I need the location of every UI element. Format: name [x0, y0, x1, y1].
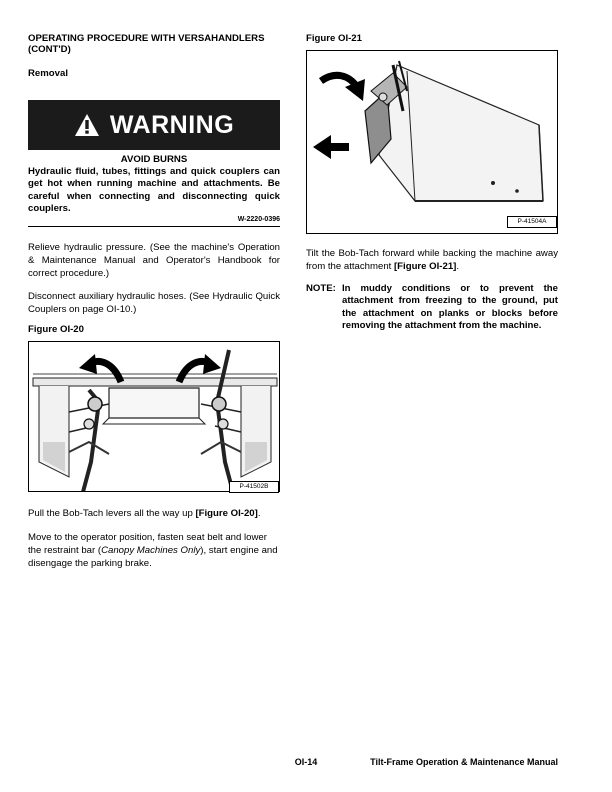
warning-triangle-icon — [74, 113, 100, 137]
page-number: OI-14 — [294, 757, 318, 767]
figure-oi-21-illustration — [306, 50, 558, 234]
paragraph-relieve-pressure: Relieve hydraulic pressure. (See the machine's Operation & Maintenance Manual and Operator's Handbook for correct procedure.) — [28, 242, 280, 279]
manual-title: Tilt-Frame Operation & Maintenance Manual — [370, 757, 558, 767]
paragraph-text: ), start engine and disengage the parking brake. — [28, 545, 278, 569]
figure-caption: Figure OI-21 — [306, 33, 362, 44]
paragraph-text: Tilt the Bob-Tach forward while backing the machine away from the attachment — [306, 248, 558, 272]
warning-body: Hydraulic fluid, tubes, fittings and quick couplers can get hot when running machine and attachments. Be careful when connecting and disconnecting quick couplers. — [28, 166, 280, 215]
paragraph-operator-position — [28, 531, 280, 570]
paragraph-italic-text: Canopy Machines Only — [101, 545, 201, 556]
figure-id-label: P-41504A — [507, 216, 557, 228]
warning-heading: AVOID BURNS — [120, 154, 188, 165]
paragraph-pull-levers — [28, 507, 280, 520]
paragraph-disconnect-hoses: Disconnect auxiliary hydraulic hoses. (See Hydraulic Quick Couplers on page OI-10.) — [28, 291, 280, 315]
warning-divider — [28, 226, 280, 227]
paragraph-text: . — [456, 261, 460, 272]
figure-oi-20-illustration — [28, 341, 280, 492]
curved-arrow-icon — [321, 75, 365, 101]
figure-caption: Figure OI-20 — [28, 324, 84, 335]
paragraph-text: Move to the operator position, fasten seat belt and lower the restraint bar ( — [28, 532, 267, 556]
figure-reference: [Figure OI-21] — [393, 261, 457, 272]
figure-reference: [Figure OI-20] — [195, 508, 258, 519]
arrow-left-icon — [313, 135, 349, 159]
note-text: In muddy conditions or to prevent the attachment from freezing to the ground, put the attachment on planks or blocks before removing the attachment from the machine. — [342, 283, 558, 332]
warning-banner — [28, 100, 280, 150]
subheading-removal: Removal — [28, 68, 68, 79]
warning-code: W-2220-0396 — [237, 216, 280, 223]
section-title: OPERATING PROCEDURE WITH VERSAHANDLERS (CONT'D) — [28, 33, 265, 55]
paragraph-text: Pull the Bob-Tach levers all the way up — [28, 508, 196, 519]
paragraph-text: . — [257, 508, 261, 519]
figure-id-label: P-41502B — [229, 481, 279, 493]
warning-label: WARNING — [109, 110, 235, 139]
paragraph-tilt-bobtach — [306, 247, 558, 273]
note-label: NOTE: — [306, 283, 336, 294]
